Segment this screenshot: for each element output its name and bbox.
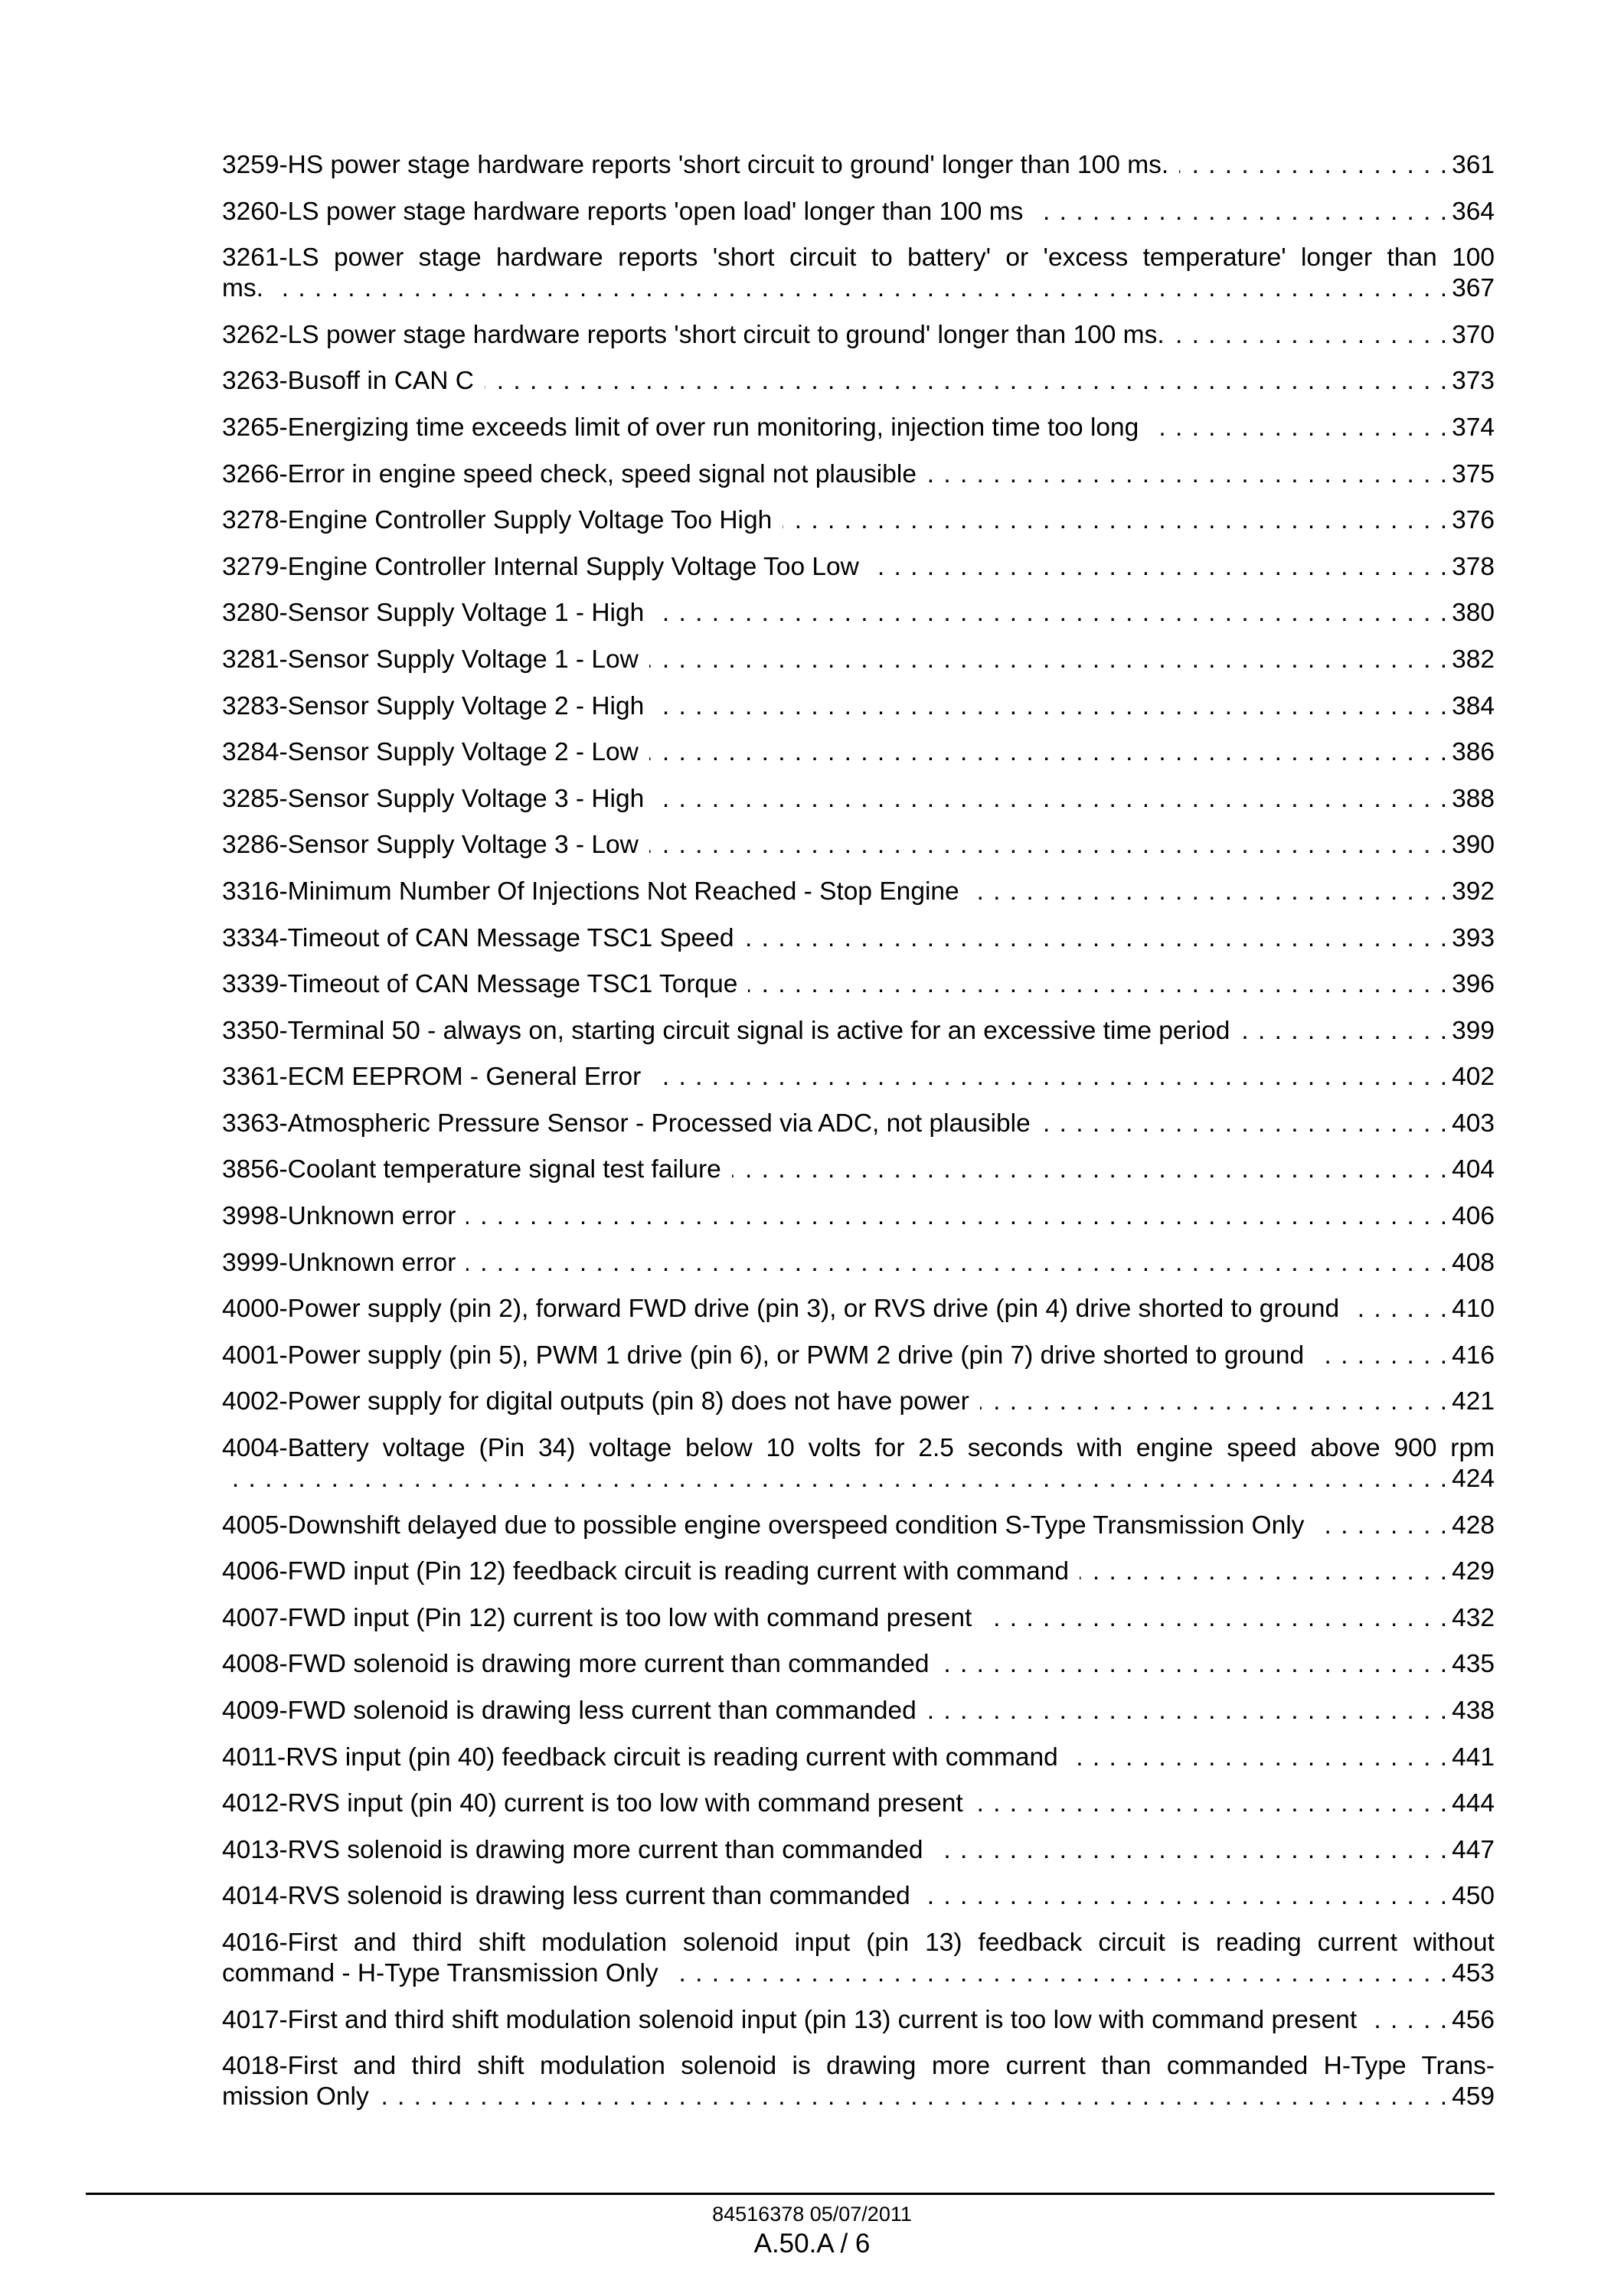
toc-entry-title: 4007-FWD input (Pin 12) current is too low with command present — [222, 1603, 972, 1632]
dot-leader — [655, 598, 1447, 629]
toc-entry-title: 4008-FWD solenoid is drawing more current than commanded — [222, 1650, 930, 1679]
toc-entry[interactable] — [222, 830, 1495, 861]
toc-entry-title: 4005-Downshift delayed due to possible engine overspeed condition S-Type Transmission Only — [222, 1511, 1305, 1540]
dot-leader — [1179, 150, 1447, 181]
toc-entry-page-number: 361 — [1452, 151, 1495, 179]
dot-leader — [982, 1603, 1447, 1634]
toc-entry-title: 4017-First and third shift modulation solenoid input (pin 13) current is too low with command present — [222, 2005, 1358, 2034]
toc-entry[interactable] — [222, 1155, 1495, 1185]
toc-entry-page-number: 364 — [1452, 197, 1495, 226]
toc-entry[interactable] — [222, 1835, 1495, 1866]
toc-entry-title: 3265-Energizing time exceeds limit of over run monitoring, injection time too long — [222, 413, 1139, 442]
toc-entry-page-number: 370 — [1452, 320, 1495, 349]
toc-entry-page-number: 410 — [1452, 1295, 1495, 1324]
toc-entry-title: 3266-Error in engine speed check, speed signal not plausible — [222, 459, 917, 488]
toc-entry-page-number: 393 — [1452, 923, 1495, 952]
toc-entry-page-number: 421 — [1452, 1387, 1495, 1416]
dot-leader — [927, 1696, 1447, 1726]
toc-entry-page-number: 390 — [1452, 831, 1495, 860]
dot-leader — [1175, 320, 1447, 351]
dot-leader — [652, 1062, 1447, 1092]
toc-entry-page-number: 402 — [1452, 1063, 1495, 1092]
dot-leader — [744, 923, 1447, 954]
dot-leader — [655, 784, 1447, 815]
toc-entry-page-number: 432 — [1452, 1603, 1495, 1632]
toc-entry-title: 4014-RVS solenoid is drawing less current than commanded — [222, 1882, 910, 1911]
toc-entry[interactable] — [222, 505, 1495, 536]
toc-entry-page-number: 429 — [1452, 1557, 1495, 1586]
toc-entry-page-number: 388 — [1452, 784, 1495, 813]
dot-leader — [974, 1788, 1447, 1819]
toc-entry-page-number: 435 — [1452, 1650, 1495, 1679]
toc-entry-title: 3285-Sensor Supply Voltage 3 - High — [222, 784, 645, 813]
toc-entry-page-number: 384 — [1452, 691, 1495, 720]
toc-entry-title: 3259-HS power stage hardware reports 'short circuit to ground' longer than 100 ms. — [222, 151, 1169, 179]
dot-leader — [980, 1386, 1447, 1417]
dot-leader — [748, 969, 1447, 1000]
dot-leader — [233, 1464, 1447, 1494]
toc-entry-page-number: 367 — [1452, 274, 1495, 303]
toc-entry[interactable] — [222, 243, 1495, 304]
toc-entry-page-number: 416 — [1452, 1341, 1495, 1370]
dot-leader — [380, 2082, 1447, 2112]
dot-leader — [655, 691, 1447, 722]
toc-entry[interactable] — [222, 737, 1495, 768]
dot-leader — [927, 459, 1447, 490]
toc-entry-page-number: 396 — [1452, 970, 1495, 999]
toc-entry[interactable] — [222, 552, 1495, 583]
dot-leader — [485, 366, 1447, 397]
toc-entry-page-number: 456 — [1452, 2005, 1495, 2034]
toc-entry-page-number: 453 — [1452, 1958, 1495, 1987]
toc-entry[interactable] — [222, 877, 1495, 907]
toc-entry[interactable] — [222, 1386, 1495, 1417]
toc-entry-title: 4009-FWD solenoid is drawing less current than commanded — [222, 1697, 917, 1725]
toc-entry[interactable] — [222, 1433, 1495, 1494]
toc-entry-title: 3278-Engine Controller Supply Voltage Too High — [222, 506, 773, 535]
toc-entry-title-line2: command - H-Type Transmission Only — [222, 1958, 658, 1987]
toc-entry-page-number: 406 — [1452, 1202, 1495, 1231]
dot-leader — [1069, 1742, 1447, 1773]
toc-entry-title: 3262-LS power stage hardware reports 'short circuit to ground' longer than 100 ms. — [222, 320, 1165, 349]
toc-entry-page-number: 441 — [1452, 1742, 1495, 1772]
toc-entry-title-line1: 4004-Battery voltage (Pin 34) voltage below 10 volts for 2.5 seconds with engine speed above 900 rpm — [222, 1434, 1495, 1463]
toc-entry-page-number: 447 — [1452, 1835, 1495, 1864]
toc-entry-title: 3363-Atmospheric Pressure Sensor - Processed via ADC, not plausible — [222, 1109, 1031, 1138]
dot-leader — [1080, 1556, 1447, 1587]
toc-entry[interactable] — [222, 645, 1495, 675]
toc-entry-page-number: 424 — [1452, 1465, 1495, 1494]
toc-entry-title-line1: 4018-First and third shift modulation solenoid is drawing more current than commanded H-Type Trans- — [222, 2052, 1495, 2081]
toc-entry[interactable] — [222, 691, 1495, 722]
toc-entry[interactable] — [222, 1881, 1495, 1912]
dot-leader — [970, 877, 1447, 907]
toc-entry[interactable] — [222, 366, 1495, 397]
footer-page-number: A.50.A / 6 — [753, 2229, 871, 2258]
dot-leader — [870, 552, 1447, 583]
dot-leader — [1367, 2005, 1447, 2036]
toc-entry-page-number: 399 — [1452, 1016, 1495, 1045]
toc-entry[interactable] — [222, 1062, 1495, 1092]
toc-entry[interactable] — [222, 459, 1495, 490]
toc-entry-title: 4006-FWD input (Pin 12) feedback circuit is reading current with command — [222, 1557, 1069, 1586]
toc-entry-title: 3999-Unknown error — [222, 1248, 456, 1277]
toc-entry-title: 3281-Sensor Supply Voltage 1 - Low — [222, 645, 639, 674]
dot-leader — [1041, 1109, 1447, 1139]
dot-leader — [1350, 1294, 1447, 1324]
dot-leader — [1149, 413, 1447, 443]
toc-entry-title: 4002-Power supply for digital outputs (pin 8) does not have power — [222, 1387, 969, 1416]
toc-entry-title: 3263-Busoff in CAN C — [222, 367, 474, 396]
toc-entry[interactable] — [222, 1109, 1495, 1139]
dot-leader — [466, 1248, 1447, 1279]
toc-entry[interactable] — [222, 1742, 1495, 1773]
toc-entry-page-number: 376 — [1452, 506, 1495, 535]
toc-entry[interactable] — [222, 320, 1495, 351]
toc-entry-title: 3856-Coolant temperature signal test failure — [222, 1155, 721, 1184]
dot-leader — [649, 830, 1447, 861]
toc-entry[interactable] — [222, 2051, 1495, 2112]
toc-entry[interactable] — [222, 1341, 1495, 1371]
table-of-contents — [222, 150, 1495, 2128]
toc-entry[interactable] — [222, 1696, 1495, 1726]
toc-entry-page-number: 378 — [1452, 552, 1495, 581]
toc-entry-title-line2: mission Only — [222, 2082, 369, 2111]
toc-entry-title: 3279-Engine Controller Internal Supply Voltage Too Low — [222, 552, 859, 581]
toc-entry-title: 3334-Timeout of CAN Message TSC1 Speed — [222, 923, 734, 952]
toc-entry-title: 4000-Power supply (pin 2), forward FWD drive (pin 3), or RVS drive (pin 4) drive shorted to ground — [222, 1295, 1340, 1324]
toc-entry[interactable] — [222, 1928, 1495, 1989]
dot-leader — [274, 273, 1447, 304]
footer-document-id: 84516378 05/07/2011 — [712, 2203, 912, 2226]
dot-leader — [1240, 1016, 1447, 1047]
toc-entry-title-line1: 3261-LS power stage hardware reports 'short circuit to battery' or 'excess temperature' longer than 100 — [222, 243, 1495, 273]
toc-entry-page-number: 380 — [1452, 599, 1495, 628]
toc-entry-title: 3350-Terminal 50 - always on, starting circuit signal is active for an excessive time period — [222, 1016, 1230, 1045]
toc-entry[interactable] — [222, 1248, 1495, 1279]
dot-leader — [783, 505, 1447, 536]
toc-entry[interactable] — [222, 969, 1495, 1000]
toc-entry-title: 3316-Minimum Number Of Injections Not Reached - Stop Engine — [222, 877, 959, 906]
dot-leader — [1034, 197, 1447, 227]
toc-entry-page-number: 403 — [1452, 1109, 1495, 1138]
toc-entry-page-number: 382 — [1452, 645, 1495, 674]
toc-entry[interactable] — [222, 150, 1495, 181]
dot-leader — [669, 1958, 1447, 1989]
toc-entry-title: 4013-RVS solenoid is drawing more current than commanded — [222, 1835, 923, 1864]
toc-entry-page-number: 444 — [1452, 1789, 1495, 1818]
toc-entry[interactable] — [222, 1603, 1495, 1634]
toc-entry-page-number: 386 — [1452, 738, 1495, 767]
toc-entry-title: 3286-Sensor Supply Voltage 3 - Low — [222, 831, 639, 860]
toc-entry[interactable] — [222, 2005, 1495, 2036]
toc-entry-title: 3998-Unknown error — [222, 1202, 456, 1231]
toc-entry[interactable] — [222, 923, 1495, 954]
footer-divider — [86, 2193, 1495, 2195]
toc-entry[interactable] — [222, 413, 1495, 443]
toc-entry[interactable] — [222, 197, 1495, 227]
toc-entry-title: 3339-Timeout of CAN Message TSC1 Torque — [222, 970, 738, 999]
toc-entry-title: 3284-Sensor Supply Voltage 2 - Low — [222, 738, 639, 767]
dot-leader — [921, 1881, 1447, 1912]
dot-leader — [466, 1201, 1447, 1232]
dot-leader — [940, 1649, 1448, 1680]
toc-entry-title: 4011-RVS input (pin 40) feedback circuit is reading current with command — [222, 1742, 1058, 1772]
toc-entry[interactable] — [222, 1511, 1495, 1541]
toc-entry-page-number: 450 — [1452, 1882, 1495, 1911]
toc-entry[interactable] — [222, 784, 1495, 815]
toc-entry-title-line2: ms. — [222, 274, 263, 303]
toc-entry-title: 4012-RVS input (pin 40) current is too low with command present — [222, 1789, 963, 1818]
toc-entry[interactable] — [222, 1649, 1495, 1680]
toc-entry-title: 3260-LS power stage hardware reports 'open load' longer than 100 ms — [222, 197, 1024, 226]
dot-leader — [649, 645, 1447, 675]
toc-entry[interactable] — [222, 1201, 1495, 1232]
dot-leader — [1315, 1341, 1447, 1371]
toc-entry[interactable] — [222, 598, 1495, 629]
toc-entry[interactable] — [222, 1016, 1495, 1047]
toc-entry[interactable] — [222, 1788, 1495, 1819]
dot-leader — [934, 1835, 1448, 1866]
dot-leader — [732, 1155, 1447, 1185]
toc-entry-page-number: 459 — [1452, 2082, 1495, 2111]
toc-entry-page-number: 374 — [1452, 413, 1495, 442]
dot-leader — [1315, 1511, 1447, 1541]
toc-entry-page-number: 392 — [1452, 877, 1495, 906]
toc-entry-page-number: 373 — [1452, 367, 1495, 396]
toc-entry-title: 3283-Sensor Supply Voltage 2 - High — [222, 691, 645, 720]
toc-entry-page-number: 408 — [1452, 1248, 1495, 1277]
toc-entry-page-number: 428 — [1452, 1511, 1495, 1540]
toc-entry-title: 4001-Power supply (pin 5), PWM 1 drive (pin 6), or PWM 2 drive (pin 7) drive shorted to ground — [222, 1341, 1305, 1370]
toc-entry-title-line1: 4016-First and third shift modulation solenoid input (pin 13) feedback circuit is reading current without — [222, 1928, 1495, 1957]
toc-entry-page-number: 404 — [1452, 1155, 1495, 1184]
toc-entry-title: 3361-ECM EEPROM - General Error — [222, 1063, 642, 1092]
toc-entry[interactable] — [222, 1556, 1495, 1587]
toc-entry-page-number: 375 — [1452, 459, 1495, 488]
toc-entry-title: 3280-Sensor Supply Voltage 1 - High — [222, 599, 645, 628]
toc-entry-page-number: 438 — [1452, 1697, 1495, 1725]
dot-leader — [649, 737, 1447, 768]
toc-entry[interactable] — [222, 1294, 1495, 1324]
